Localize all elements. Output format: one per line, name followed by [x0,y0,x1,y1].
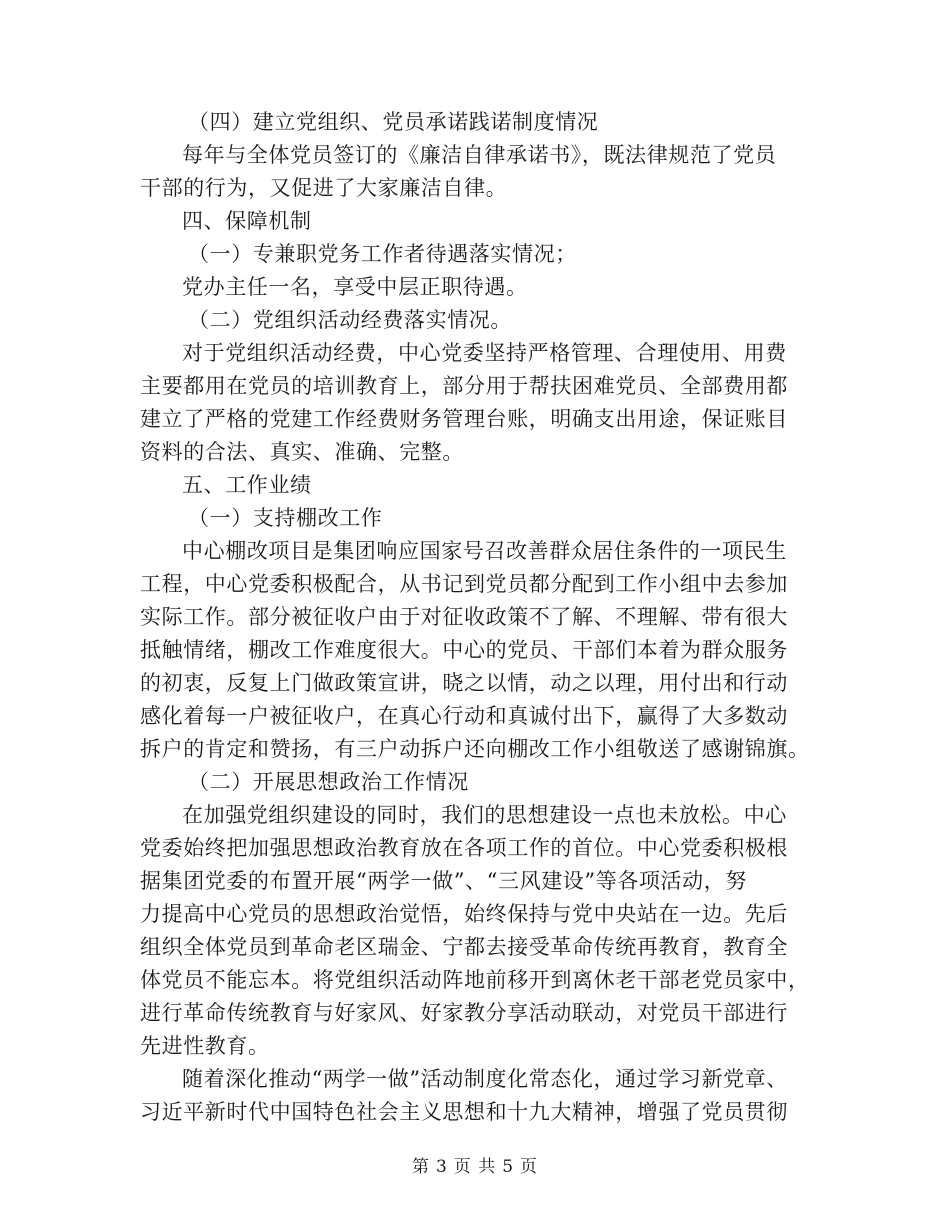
text-line: 随着深化推动“两学一做”活动制度化常态化，通过学习新党章、 [182,1067,788,1091]
text-line: 四、保障机制 [182,209,312,233]
text-line: 拆户的肯定和赞扬，有三户动拆户还向棚改工作小组敬送了感谢锦旗。 [140,737,810,761]
footer-suffix: 页 [520,1157,539,1177]
text-line: 实际工作。部分被征收户由于对征收政策不了解、不理解、带有很大 [140,605,788,629]
text-line: （二）开展思想政治工作情况 [188,770,469,794]
text-line: 建立了严格的党建工作经费财务管理台账，明确支出用途，保证账目 [140,407,788,431]
text-line: （二）党组织活动经费落实情况。 [188,308,512,332]
text-line: 党委始终把加强思想政治教育放在各项工作的首位。中心党委积极根 [140,836,788,860]
text-line: 进行革命传统教育与好家风、好家教分享活动联动，对党员干部进行 [140,1001,788,1025]
text-line: 据集团党委的布置开展“两学一做”、“三风建设”等各项活动，努 [140,869,747,893]
text-line: （一）专兼职党务工作者待遇落实情况； [188,242,577,266]
text-line: （一）支持棚改工作 [188,506,383,530]
text-line: 对于党组织活动经费，中心党委坚持严格管理、合理使用、用费 [182,341,787,365]
text-line: 主要都用在党员的培训教育上，部分用于帮扶困难党员、全部费用都 [140,374,788,398]
footer-current-page: 3 [435,1157,448,1177]
text-line: 抵触情绪，棚改工作难度很大。中心的党员、干部们本着为群众服务 [140,638,788,662]
text-line: 体党员不能忘本。将党组织活动阵地前移开到离休老干部老党员家中， [140,968,810,992]
text-line: 党办主任一名，享受中层正职待遇。 [182,275,528,299]
document-body [140,106,812,1129]
footer-prefix: 第 [411,1157,430,1177]
text-line: 工程，中心党委积极配合，从书记到党员都分配到工作小组中去参加 [140,572,788,596]
text-line: 先进性教育。 [140,1034,270,1058]
text-line: 干部的行为，又促进了大家廉洁自律。 [140,176,508,200]
text-line: 每年与全体党员签订的《廉洁自律承诺书》，既法律规范了党员 [182,143,777,167]
footer-middle: 页 共 [453,1157,497,1177]
text-line: 在加强党组织建设的同时，我们的思想建设一点也未放松。中心 [182,803,787,827]
footer-total-pages: 5 [502,1157,515,1177]
text-line: 感化着每一户被征收户，在真心行动和真诚付出下，赢得了大多数动 [140,704,788,728]
text-line: 力提高中心党员的思想政治觉悟，始终保持与党中央站在一边。先后 [140,902,788,926]
text-line: 的初衷，反复上门做政策宣讲，晓之以情，动之以理，用付出和行动 [140,671,788,695]
page-footer [0,1152,950,1177]
text-line: 五、工作业绩 [182,473,312,497]
text-line: 资料的合法、真实、准确、完整。 [140,440,464,464]
text-line: 组织全体党员到革命老区瑞金、宁都去接受革命传统再教育，教育全 [140,935,788,959]
text-line: 习近平新时代中国特色社会主义思想和十九大精神，增强了党员贯彻 [140,1100,788,1124]
text-line: 中心棚改项目是集团响应国家号召改善群众居住条件的一项民生 [182,539,787,563]
text-line: （四）建立党组织、党员承诺践诺制度情况 [188,110,599,134]
